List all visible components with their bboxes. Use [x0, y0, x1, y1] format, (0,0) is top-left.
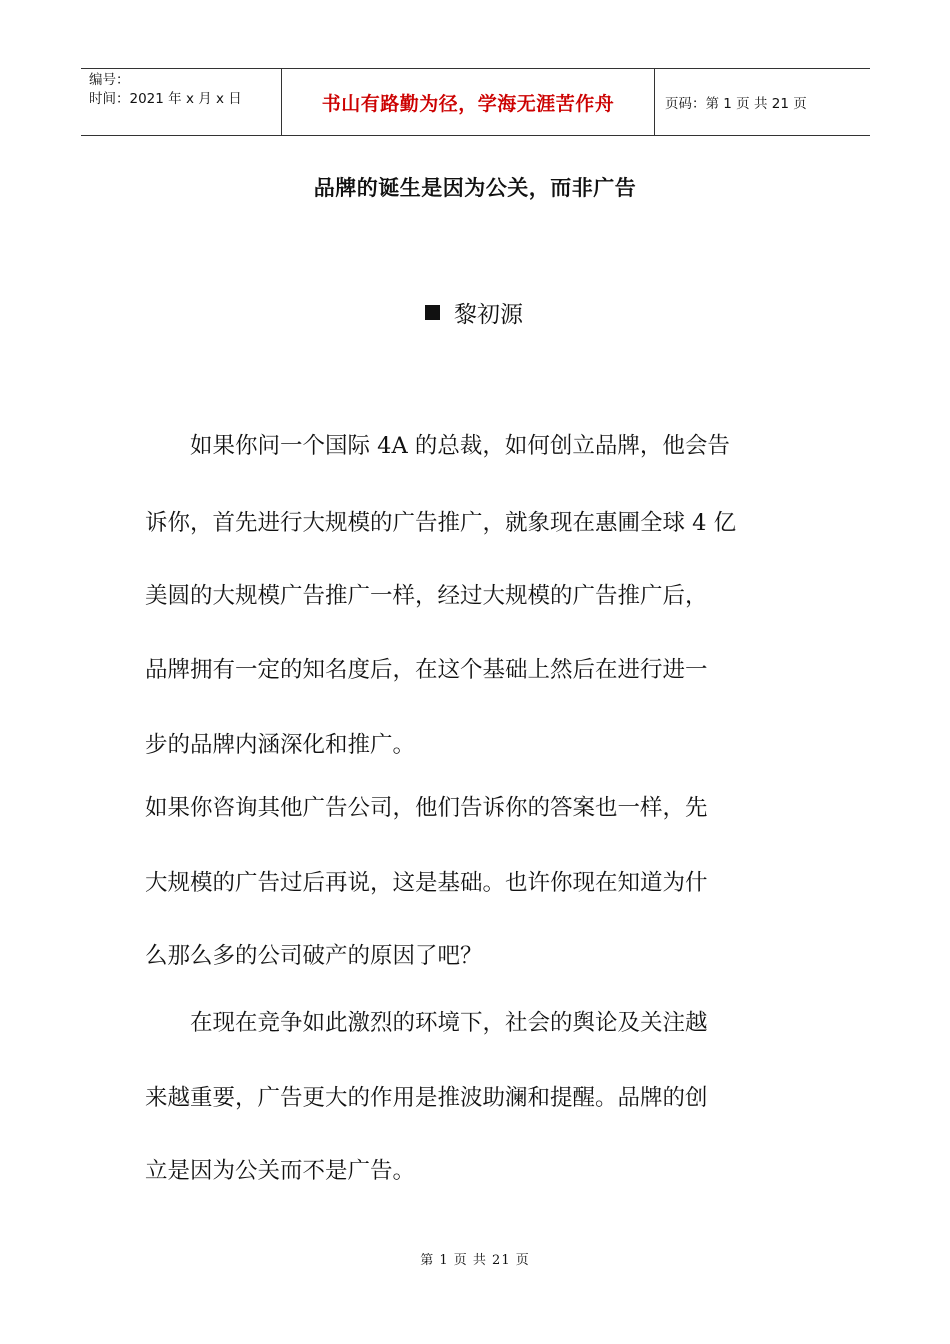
- page-footer: 第 1 页 共 21 页: [420, 1253, 530, 1268]
- body-line: 大规模的广告过后再说，这是基础。也许你现在知道为什: [145, 870, 708, 896]
- header-motto: 书山有路勤为径，学海无涯苦作舟: [282, 69, 655, 135]
- body-line: 立是因为公关而不是广告。: [145, 1158, 416, 1184]
- body-line: 美圆的大规模广告推广一样，经过大规模的广告推广后，: [145, 583, 708, 609]
- body-line: 么那么多的公司破产的原因了吧？: [145, 943, 483, 969]
- author-name: 黎初源: [454, 302, 523, 328]
- body-line: 如果你问一个国际 4A 的总裁，如何创立品牌，他会告: [145, 433, 730, 459]
- body-line: 品牌拥有一定的知名度后，在这个基础上然后在进行进一: [145, 657, 708, 683]
- header-meta: [81, 69, 282, 135]
- bullet-square-icon: [425, 305, 440, 320]
- author-line: [425, 296, 523, 329]
- body-line: 在现在竞争如此激烈的环境下，社会的舆论及关注越: [145, 1010, 708, 1036]
- body-line: 如果你咨询其他广告公司，他们告诉你的答案也一样，先: [145, 795, 708, 821]
- body-line: 诉你，首先进行大规模的广告推广，就象现在惠圃全球 4 亿: [145, 510, 737, 536]
- body-line: 来越重要，广告更大的作用是推波助澜和提醒。品牌的创: [145, 1085, 708, 1111]
- number-label: 编号：: [89, 72, 130, 88]
- header-page-info: 页码：第 1 页 共 21 页: [665, 96, 807, 112]
- document-title: 品牌的诞生是因为公关，而非广告: [313, 176, 637, 200]
- date-label: 时间：2021 年 x 月 x 日: [89, 91, 242, 107]
- document-header: [81, 68, 870, 136]
- body-line: 步的品牌内涵深化和推广。: [145, 732, 416, 758]
